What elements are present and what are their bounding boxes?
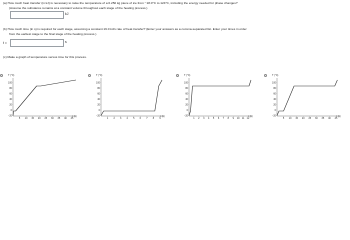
y-tick-label: 40 [185, 97, 188, 101]
y-tick-label: 40 [97, 97, 100, 101]
x-axis-label: t (s) [160, 115, 165, 119]
part-b-line1: (b) How much time (in s) is required for each stage, assuming a constant 19.0 kJ/s rate of heat transfer? (Enter your answers as a comma-separated list. Enter your times in order [3, 27, 247, 31]
y-tick-label: 100 [272, 81, 276, 85]
temperature-line [98, 80, 165, 119]
x-tick-label: 40 [64, 117, 67, 121]
x-tick-label: 8 [152, 117, 155, 121]
part-a-answer-input[interactable] [10, 11, 64, 19]
temperature-line [186, 80, 253, 119]
graph-option-1 [2, 72, 80, 122]
y-tick-label: 20 [273, 103, 276, 107]
graph-3-svg [178, 72, 256, 122]
x-tick-label: 25 [44, 117, 48, 121]
graph-1-svg [2, 72, 80, 122]
y-tick-label: 60 [9, 92, 12, 96]
x-tick-label: 10 [288, 117, 292, 121]
x-tick-label: 20 [301, 117, 305, 121]
x-tick-label: 30 [50, 117, 54, 121]
x-tick-label: 25 [308, 117, 312, 121]
y-axis-label: T (°C) [8, 74, 15, 77]
x-tick-label: 10 [236, 117, 240, 121]
x-tick-label: 5 [282, 117, 285, 121]
x-tick-label: 12 [246, 117, 250, 121]
y-axis-label: T (°C) [96, 74, 103, 77]
part-c-line1: (c) Make a graph of temperature versus time for this process. [3, 55, 87, 59]
part-a-question [3, 1, 238, 10]
part-c-question [3, 55, 87, 60]
x-tick-label: 4 [207, 117, 210, 121]
y-tick-label: 80 [185, 86, 188, 90]
y-axis-label: T (°C) [184, 74, 191, 77]
y-tick-label: 40 [9, 97, 12, 101]
x-tick-label: 6 [139, 117, 142, 121]
x-tick-label: 11 [241, 117, 245, 121]
graph-2-svg [90, 72, 168, 122]
x-tick-label: 5 [18, 117, 21, 121]
x-tick-label: 1 [106, 117, 109, 121]
x-tick-label: 35 [321, 117, 325, 121]
part-b-var-label: t = [3, 41, 7, 45]
x-tick-label: 2 [113, 117, 115, 121]
part-a-unit: kJ [65, 12, 69, 16]
y-tick-label: 0 [186, 108, 188, 112]
y-tick-label: 20 [185, 103, 188, 107]
y-tick-label: 40 [273, 97, 276, 101]
graph-4-svg [266, 72, 344, 122]
y-tick-label: 60 [185, 92, 188, 96]
x-axis-label: t (s) [248, 115, 253, 119]
x-tick-label: 8 [227, 117, 230, 121]
y-tick-label: 80 [97, 86, 100, 90]
y-axis-label: T (°C) [272, 74, 279, 77]
graph-option-2 [90, 72, 168, 122]
y-tick-label: −20 [183, 114, 188, 118]
x-tick-label: 5 [133, 117, 135, 121]
x-tick-label: 2 [198, 117, 200, 121]
x-tick-label: 40 [328, 117, 331, 121]
x-tick-label: 35 [57, 117, 61, 121]
x-axis-label: t (s) [336, 115, 341, 119]
x-tick-label: 7 [222, 117, 225, 121]
y-tick-label: 20 [9, 103, 12, 107]
y-tick-label: 0 [10, 108, 12, 112]
x-tick-label: 5 [212, 117, 215, 121]
part-b-question [3, 27, 247, 36]
part-b-unit: s [65, 40, 67, 44]
x-tick-label: 20 [37, 117, 41, 121]
y-tick-label: 20 [97, 103, 100, 107]
y-tick-label: 60 [273, 92, 276, 96]
x-tick-label: 30 [314, 117, 318, 121]
graph-option-3 [178, 72, 256, 122]
x-tick-label: 15 [295, 117, 299, 121]
x-tick-label: 1 [193, 117, 195, 121]
y-tick-label: 0 [274, 108, 276, 112]
y-tick-label: 100 [96, 81, 100, 85]
temperature-line [274, 80, 337, 116]
part-a-line2: (Assume the substance remains at a constant volume throughout each stage of the heating process.) [9, 5, 148, 10]
part-b-line2: from the earliest stage to the final stage of the heating process.) [9, 31, 97, 36]
y-tick-label: −20 [95, 114, 100, 118]
temperature-line [10, 80, 77, 119]
y-tick-label: 80 [9, 86, 12, 90]
x-tick-label: 4 [126, 117, 128, 121]
x-tick-label: 9 [232, 117, 234, 121]
x-tick-label: 7 [146, 117, 148, 121]
y-tick-label: 60 [97, 92, 100, 96]
y-tick-label: 0 [98, 108, 100, 112]
x-tick-label: 15 [31, 117, 35, 121]
x-tick-label: 45 [70, 117, 74, 121]
part-b-answer-input[interactable] [10, 39, 64, 47]
y-tick-label: −20 [7, 114, 12, 118]
y-tick-label: −20 [271, 114, 276, 118]
y-tick-label: 100 [8, 81, 12, 85]
x-tick-label: 3 [203, 117, 205, 121]
graph-option-4 [266, 72, 344, 122]
y-tick-label: 100 [184, 81, 188, 85]
x-tick-label: 9 [159, 117, 161, 121]
x-tick-label: 6 [217, 117, 220, 121]
x-tick-label: 3 [119, 117, 122, 121]
x-tick-label: 45 [334, 117, 338, 121]
x-tick-label: 10 [24, 117, 28, 121]
part-a-line1: (a) How much heat transfer (in kJ) is necessary to raise the temperature of a 0.250 kg piece of ice from −18.0°C to 124°C, including the energy needed for phase changes? [3, 1, 238, 5]
y-tick-label: 80 [273, 86, 276, 90]
x-axis-label: t (s) [72, 115, 77, 119]
